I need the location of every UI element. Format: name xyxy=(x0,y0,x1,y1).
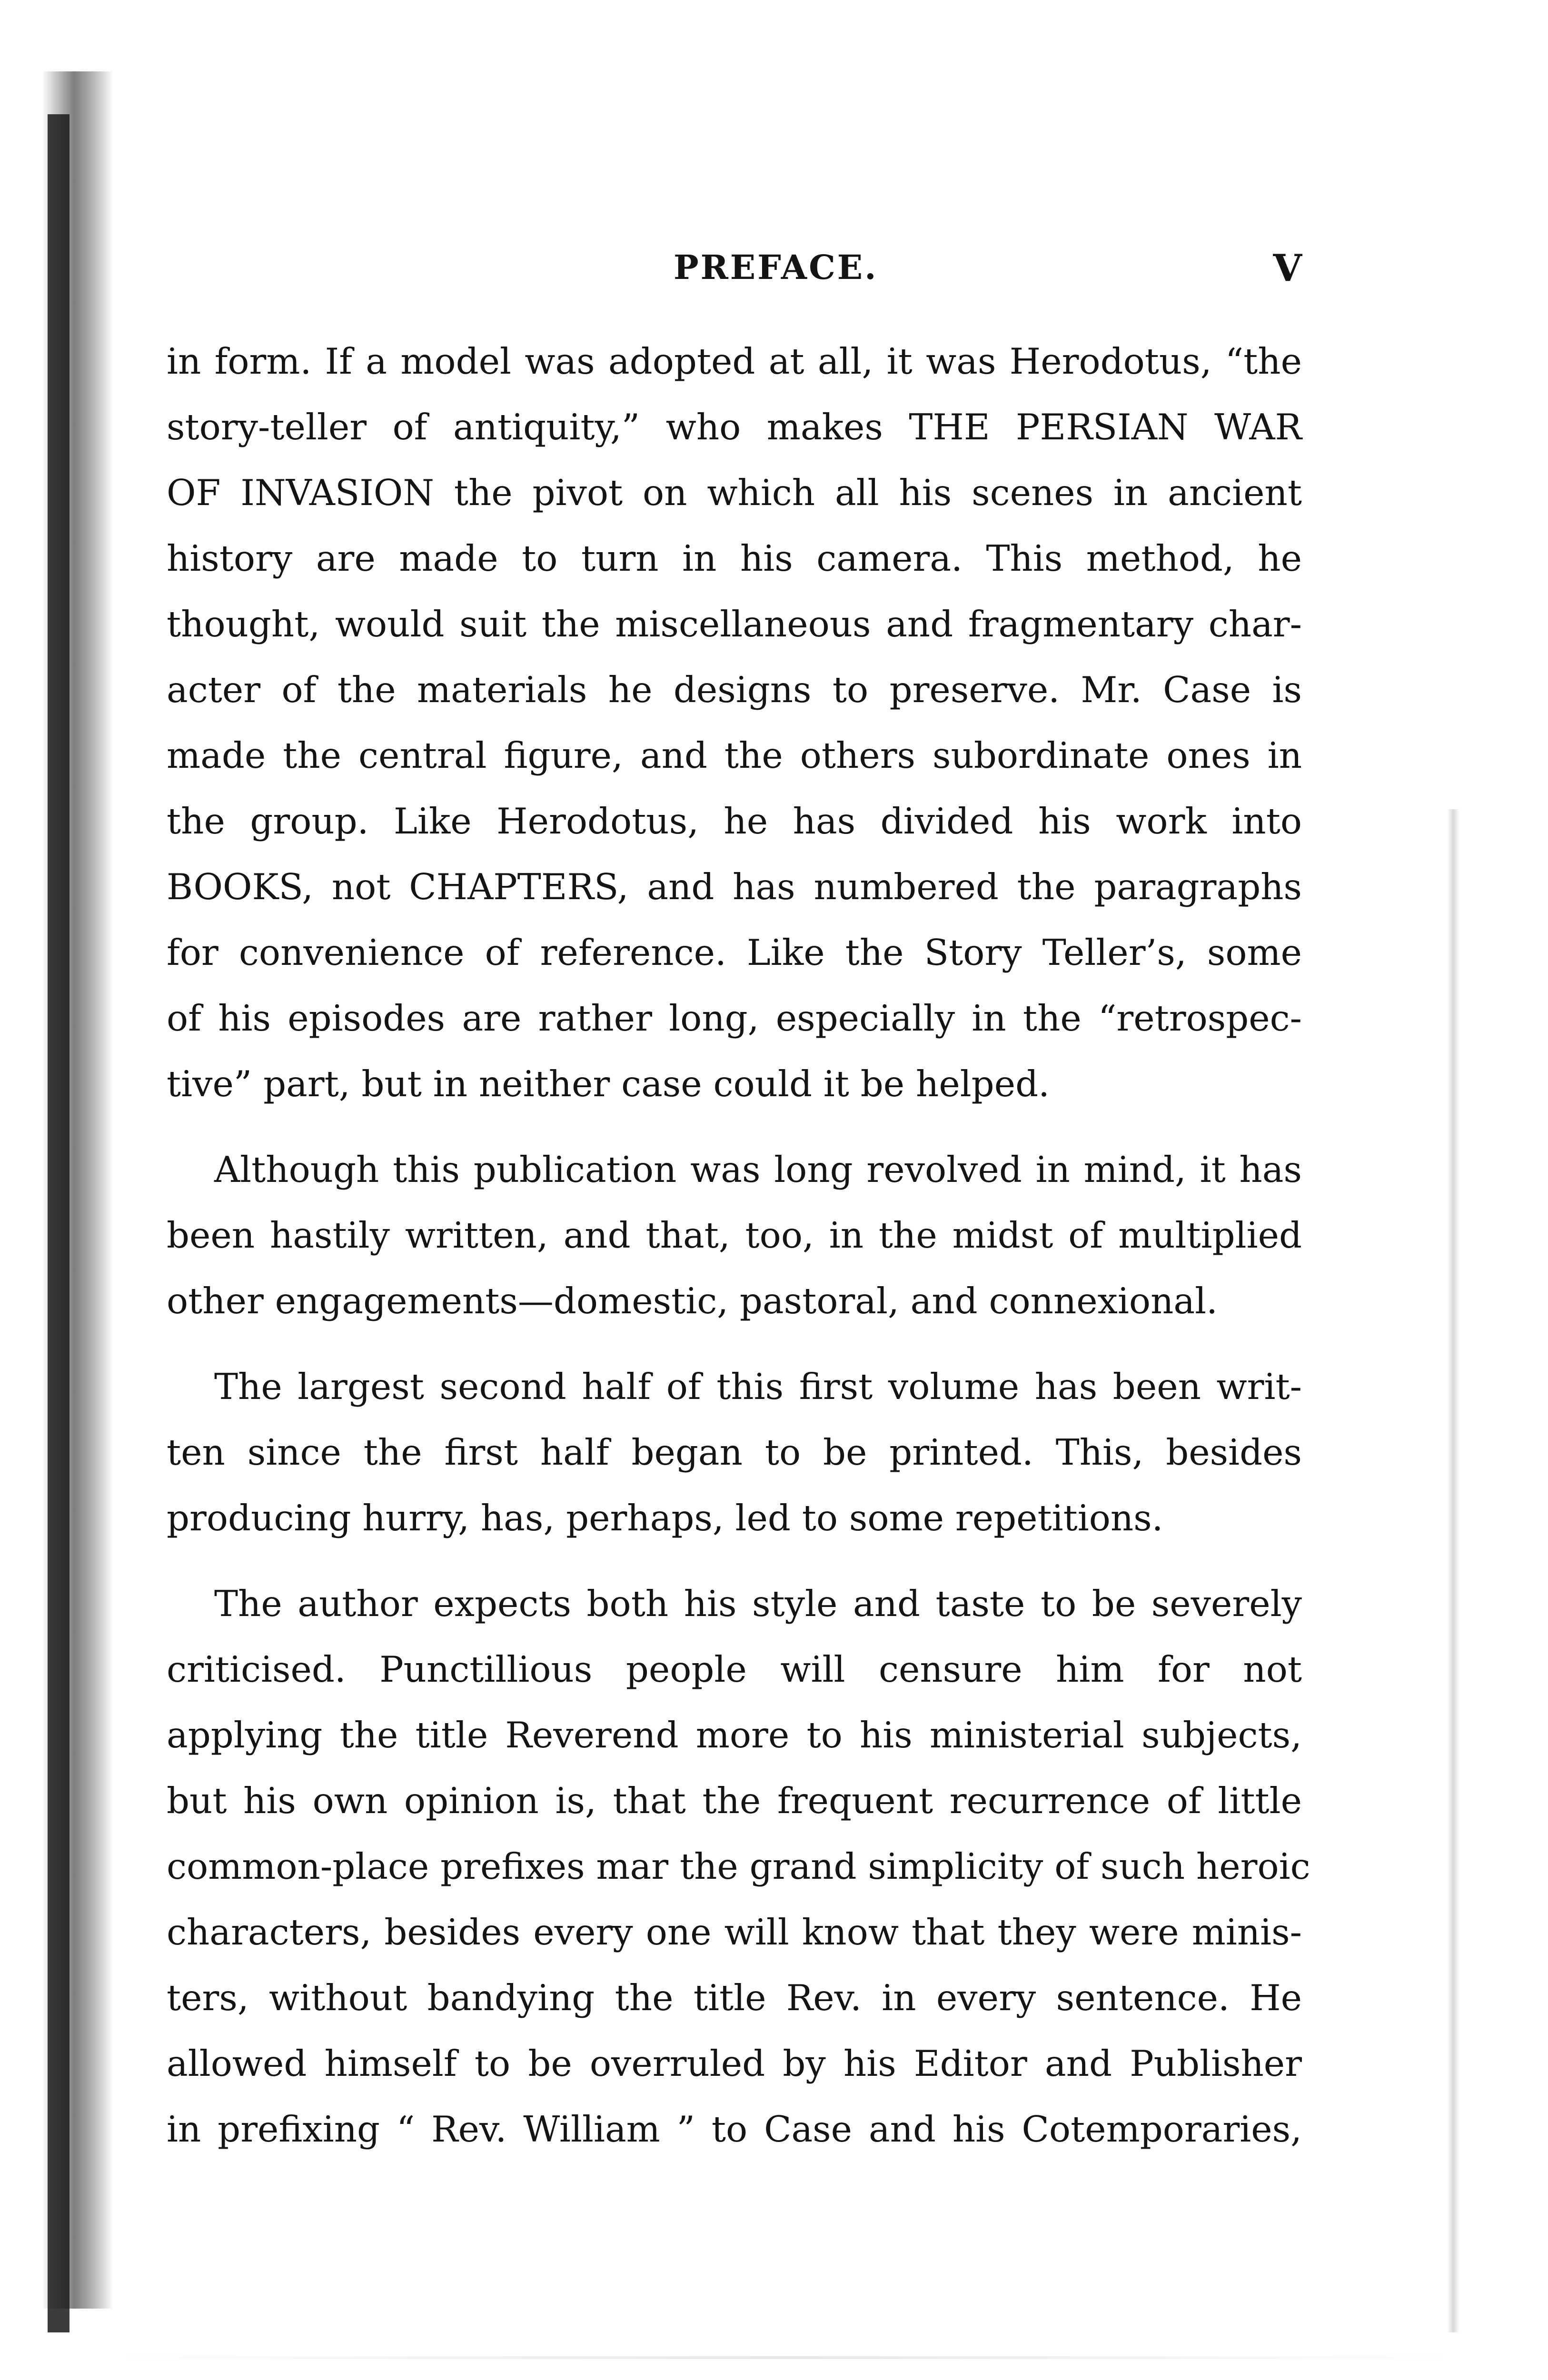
page-number: V xyxy=(1273,247,1302,290)
preface-body xyxy=(167,328,1310,2162)
text-line: BOOKS, not CHAPTERS, and has numbered the paragraphs xyxy=(167,866,1302,908)
text-line: but his own opinion is, that the frequent recurrence of little xyxy=(167,1780,1302,1822)
text-line: The largest second half of this first volume has been writ- xyxy=(214,1366,1302,1408)
paragraph-1 xyxy=(167,328,1302,1117)
text-line: for convenience of reference. Like the Story Teller’s, some xyxy=(167,932,1302,973)
text-line: ters, without bandying the title Rev. in every sentence. He xyxy=(167,1977,1302,2019)
paragraph-4 xyxy=(167,1571,1310,2162)
text-line: common-place prefixes mar the grand simplicity of such heroic xyxy=(167,1845,1310,1887)
text-line: of his episodes are rather long, especially in the “retrospec- xyxy=(167,997,1302,1039)
text-line: ten since the first half began to be printed. This, besides xyxy=(167,1431,1302,1473)
text-line: allowed himself to be overruled by his Editor and Publisher xyxy=(167,2043,1302,2084)
text-line: OF INVASION the pivot on which all his scenes in ancient xyxy=(167,472,1302,514)
text-line: Although this publication was long revolved in mind, it has xyxy=(214,1149,1302,1190)
text-line: criticised. Punctillious people will censure him for not xyxy=(167,1648,1302,1690)
paragraph-3 xyxy=(167,1354,1302,1551)
scan-edge-binding xyxy=(48,114,69,2332)
scan-edge-bottom xyxy=(114,2356,1457,2359)
text-line: thought, would suit the miscellaneous and fragmentary char- xyxy=(167,603,1302,645)
text-line: characters, besides every one will know that they were minis- xyxy=(167,1911,1302,1953)
text-line: producing hurry, has, perhaps, led to some repetitions. xyxy=(167,1497,1163,1539)
text-line: history are made to turn in his camera. This method, he xyxy=(167,537,1302,579)
text-line: The author expects both his style and taste to be severely xyxy=(214,1583,1302,1625)
text-line: in prefixing “ Rev. William ” to Case and his Cotemporaries, xyxy=(167,2108,1302,2150)
text-line: the group. Like Herodotus, he has divided his work into xyxy=(167,800,1302,842)
page-header xyxy=(167,248,1302,300)
text-line: other engagements—domestic, pastoral, and connexional. xyxy=(167,1280,1218,1322)
text-line: story-teller of antiquity,” who makes THE PERSIAN WAR xyxy=(167,406,1302,448)
scan-edge-right xyxy=(1447,809,1459,2332)
text-line: in form. If a model was adopted at all, it was Herodotus, “the xyxy=(167,340,1302,382)
text-line: acter of the materials he designs to preserve. Mr. Case is xyxy=(167,669,1302,711)
text-line: made the central figure, and the others subordinate ones in xyxy=(167,734,1302,776)
text-line: been hastily written, and that, too, in the midst of multiplied xyxy=(167,1214,1302,1256)
paragraph-2 xyxy=(167,1137,1302,1334)
running-head: PREFACE. xyxy=(674,248,878,287)
text-line: tive” part, but in neither case could it be helped. xyxy=(167,1063,1050,1105)
text-line: applying the title Reverend more to his ministerial subjects, xyxy=(167,1714,1302,1756)
